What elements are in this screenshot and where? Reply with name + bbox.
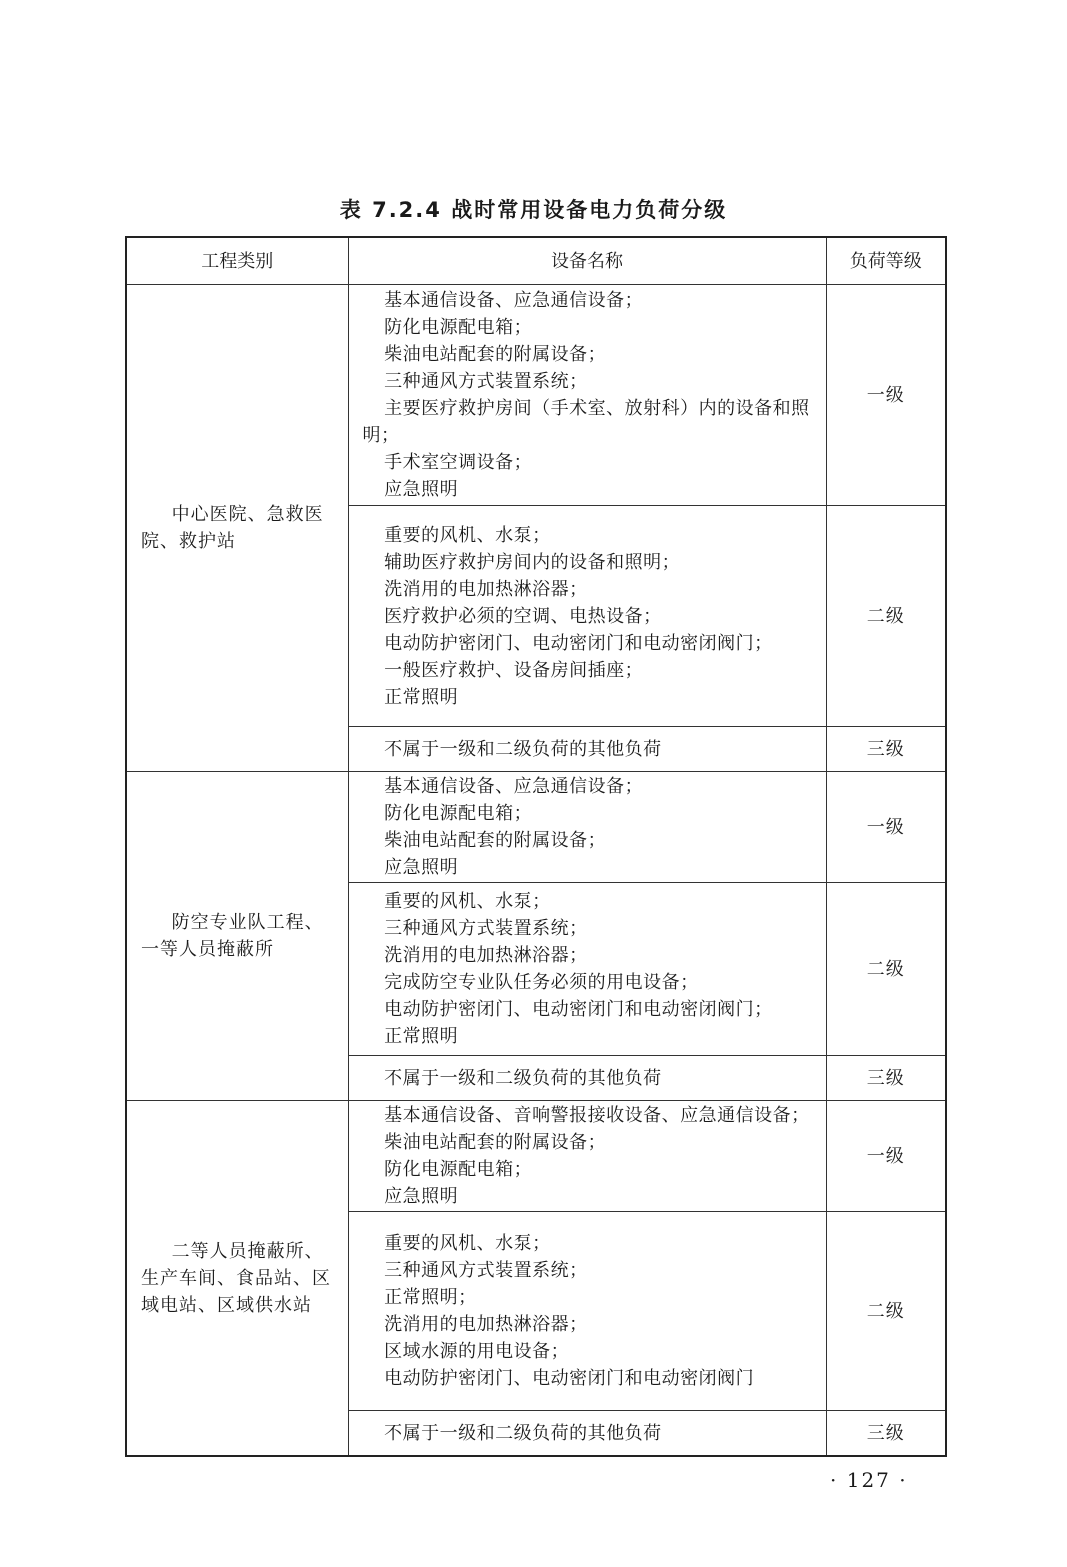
- list-item: 三种通风方式装置系统；: [384, 1260, 588, 1281]
- list-item: 一般医疗救护、设备房间插座；: [384, 659, 644, 681]
- category-text: 二等人员掩蔽所、生产车间、食品站、区域电站、区域供水站: [141, 1240, 331, 1316]
- list-item: 不属于一级和二级负荷的其他负荷: [384, 738, 662, 760]
- list-item: 防化电源配电箱；: [384, 803, 533, 824]
- list-item: 主要医疗救护房间（手术室、放射科）内的设备和照明；: [362, 398, 810, 446]
- list-item: 正常照明: [384, 686, 459, 708]
- grade-cell: 三级: [826, 727, 946, 772]
- list-item: 电动防护密闭门、电动密闭门和电动密闭阀门；: [384, 632, 773, 654]
- header-category: 工程类别: [126, 237, 348, 285]
- list-item: 辅助医疗救护房间内的设备和照明；: [384, 551, 681, 573]
- list-item: 应急照明: [384, 1186, 459, 1207]
- category-cell: [126, 772, 348, 1101]
- page-number: · 127 ·: [830, 1468, 908, 1492]
- equipment-cell: [348, 1056, 826, 1101]
- list-item: 医疗救护必须的空调、电热设备；: [384, 605, 662, 627]
- list-item: 三种通风方式装置系统；: [384, 371, 588, 392]
- list-item: 重要的风机、水泵；: [384, 1233, 551, 1254]
- header-grade: 负荷等级: [826, 237, 946, 285]
- grade-cell: 二级: [826, 1212, 946, 1411]
- list-item: 不属于一级和二级负荷的其他负荷: [384, 1422, 662, 1444]
- list-item: 电动防护密闭门、电动密闭门和电动密闭阀门: [384, 1368, 755, 1389]
- list-item: 洗消用的电加热淋浴器；: [384, 578, 588, 600]
- list-item: 应急照明: [384, 479, 459, 500]
- equipment-cell: [348, 1101, 826, 1212]
- list-item: 三种通风方式装置系统；: [384, 918, 588, 939]
- equipment-cell: [348, 506, 826, 727]
- list-item: 洗消用的电加热淋浴器；: [384, 945, 588, 966]
- list-item: 防化电源配电箱；: [384, 1159, 533, 1180]
- list-item: 洗消用的电加热淋浴器；: [384, 1314, 588, 1335]
- grade-cell: 二级: [826, 883, 946, 1056]
- equipment-cell: [348, 285, 826, 506]
- load-classification-table: [125, 236, 947, 1457]
- list-item: 完成防空专业队任务必须的用电设备；: [384, 972, 699, 993]
- category-cell: [126, 285, 348, 772]
- list-item: 正常照明；: [384, 1287, 477, 1308]
- list-item: 基本通信设备、应急通信设备；: [384, 290, 644, 311]
- grade-cell: 三级: [826, 1411, 946, 1457]
- table-row: [126, 285, 946, 506]
- equipment-cell: [348, 772, 826, 883]
- table-title: 表 7.2.4 战时常用设备电力负荷分级: [339, 198, 728, 222]
- list-item: 重要的风机、水泵；: [384, 524, 551, 546]
- list-item: 电动防护密闭门、电动密闭门和电动密闭阀门；: [384, 999, 773, 1020]
- equipment-cell: [348, 727, 826, 772]
- header-equipment: 设备名称: [348, 237, 826, 285]
- grade-cell: 一级: [826, 285, 946, 506]
- table-header-row: [126, 237, 946, 285]
- list-item: 区域水源的用电设备；: [384, 1341, 570, 1362]
- equipment-cell: [348, 883, 826, 1056]
- grade-cell: 一级: [826, 772, 946, 883]
- list-item: 应急照明: [384, 857, 459, 878]
- category-text: 防空专业队工程、一等人员掩蔽所: [141, 912, 324, 960]
- list-item: 手术室空调设备；: [384, 452, 533, 473]
- list-item: 重要的风机、水泵；: [384, 891, 551, 912]
- list-item: 柴油电站配套的附属设备；: [384, 344, 607, 365]
- equipment-cell: [348, 1212, 826, 1411]
- grade-cell: 二级: [826, 506, 946, 727]
- category-cell: [126, 1101, 348, 1457]
- list-item: 柴油电站配套的附属设备；: [384, 830, 607, 851]
- list-item: 防化电源配电箱；: [384, 317, 533, 338]
- grade-cell: 三级: [826, 1056, 946, 1101]
- equipment-cell: [348, 1411, 826, 1457]
- list-item: 柴油电站配套的附属设备；: [384, 1132, 607, 1153]
- list-item: 不属于一级和二级负荷的其他负荷: [384, 1067, 662, 1089]
- grade-cell: 一级: [826, 1101, 946, 1212]
- table-row: [126, 772, 946, 883]
- list-item: 基本通信设备、应急通信设备；: [384, 776, 644, 797]
- category-text: 中心医院、急救医院、救护站: [141, 504, 324, 552]
- list-item: 基本通信设备、音响警报接收设备、应急通信设备；: [384, 1105, 810, 1126]
- list-item: 正常照明: [384, 1026, 459, 1047]
- table-row: [126, 1101, 946, 1212]
